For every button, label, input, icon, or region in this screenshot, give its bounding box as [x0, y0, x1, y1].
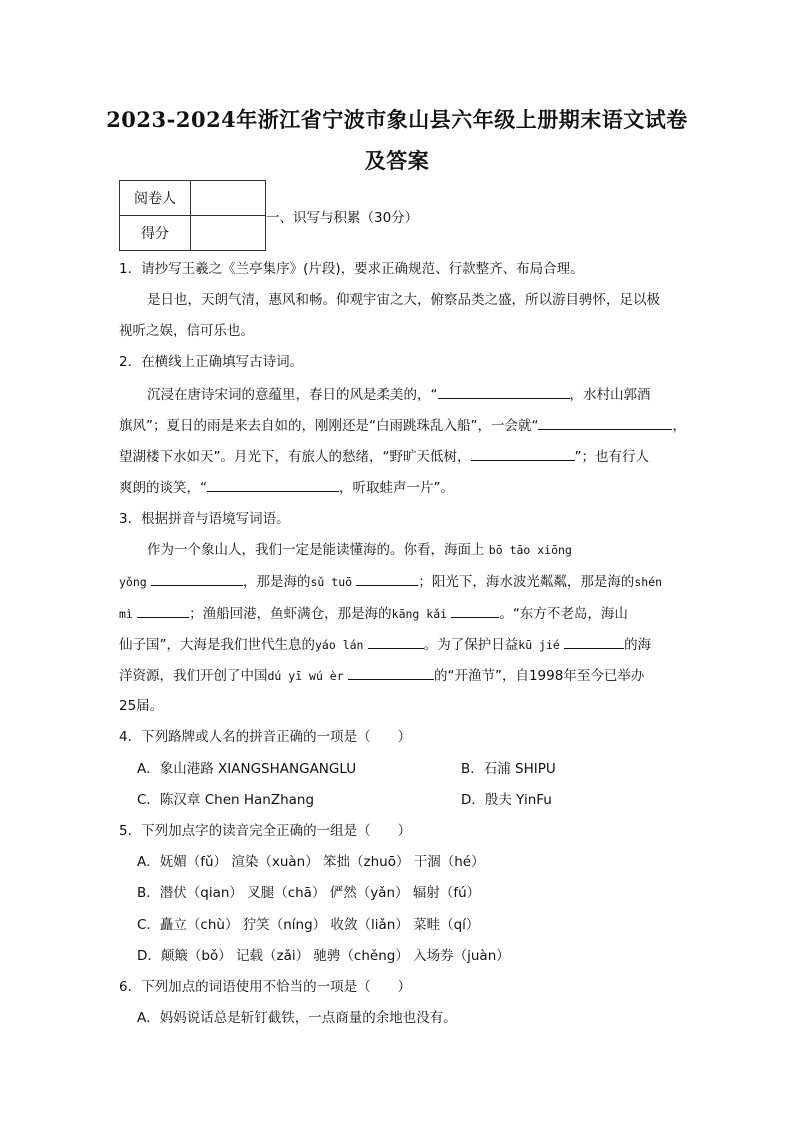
q2-text: ，水村山郭酒 [569, 387, 651, 403]
q1-passage-2: 视听之娱，信可乐也。 [119, 323, 254, 339]
q3-blank-2[interactable] [356, 571, 418, 586]
score-table [119, 180, 266, 251]
section-heading: 一、识写与积累（30分） [266, 210, 419, 226]
q3-blank-5[interactable] [368, 634, 424, 649]
pinyin: kāng kǎi [391, 607, 448, 621]
q2-text: 沉浸在唐诗宋词的意蕴里，春日的风是柔美的，“ [147, 387, 438, 403]
q5-stem: 5．下列加点字的读音完全正确的一组是（ ） [119, 823, 412, 839]
q3-text: ；渔船回港，鱼虾满仓，那是海的 [189, 606, 392, 622]
q3-text: 的“开渔节”，自1998年至今已举办 [433, 668, 645, 684]
q5-option-a[interactable]: A．妩媚（fǔ） 渲染（xuàn） 笨拙（zhuō） 干涸（hé） [137, 854, 485, 870]
q2-text: 望湖楼下水如天”。月光下，有旅人的愁绪，“野旷天低树， [119, 449, 471, 465]
q2-text: ， [672, 418, 686, 434]
q2-blank-2[interactable] [538, 415, 672, 430]
q1-stem: 1．请抄写王羲之《兰亭集序》(片段)，要求正确规范、行款整齐、布局合理。 [119, 261, 584, 277]
score-label: 得分 [120, 216, 191, 251]
q3-text: ，那是海的 [243, 574, 311, 590]
q5-option-b[interactable]: B．潜伏（qian） 叉腿（chā） 俨然（yǎn） 辐射（fú） [137, 885, 481, 901]
q3-text: 。“东方不老岛，海山 [499, 606, 628, 622]
q2-text: ”；也有行人 [574, 449, 649, 465]
q3-text: 洋资源，我们开创了中国 [119, 668, 268, 684]
q2-line-1 [147, 384, 679, 405]
q3-line-4 [119, 634, 679, 655]
q5-option-d[interactable]: D．颠簸（bǒ） 记载（zǎi） 驰骋（chěng） 入场券（juàn） [137, 948, 510, 964]
q3-line-3 [119, 603, 679, 624]
q3-line-6: 25届。 [119, 698, 164, 714]
q4-option-c[interactable]: C．陈汉章 Chen HanZhang [137, 792, 315, 808]
exam-title: 2023-2024年浙江省宁波市象山县六年级上册期末语文试卷 [106, 107, 688, 132]
q3-line-5 [119, 665, 679, 686]
q3-blank-3[interactable] [137, 603, 189, 618]
q2-blank-1[interactable] [438, 384, 570, 399]
q4-option-a[interactable]: A．象山港路 XIANGSHANGANGLU [137, 761, 357, 777]
exam-title-cont: 及答案 [364, 148, 430, 173]
q3-text: 作为一个象山人，我们一定是能读懂海的。你看，海面上 [147, 542, 485, 558]
reviewer-label: 阅卷人 [120, 181, 191, 216]
score-cell[interactable] [191, 216, 266, 251]
reviewer-cell[interactable] [191, 181, 266, 216]
q3-blank-7[interactable] [348, 665, 434, 680]
q6-stem: 6．下列加点的词语使用不恰当的一项是（ ） [119, 979, 412, 995]
pinyin: yáo lán [315, 638, 364, 652]
q3-line-1 [147, 540, 679, 560]
q3-blank-1[interactable] [151, 571, 243, 586]
q2-line-2 [119, 415, 686, 436]
pinyin: yǒng [119, 575, 147, 589]
q1-passage-1: 是日也，天朗气清，惠风和畅。仰观宇宙之大，俯察品类之盛，所以游目骋怀，足以极 [147, 292, 660, 308]
q4-stem: 4．下列路牌或人名的拼音正确的一项是（ ） [119, 729, 412, 745]
q3-stem: 3．根据拼音与语境写词语。 [119, 511, 290, 527]
pinyin: dú yī wú èr [267, 669, 344, 683]
q2-blank-4[interactable] [207, 477, 339, 492]
pinyin: mì [119, 607, 133, 621]
q3-text: ；阳光下，海水波光粼粼，那是海的 [418, 574, 635, 590]
q2-line-4 [119, 477, 679, 498]
q6-option-a[interactable]: A．妈妈说话总是斩钉截铁，一点商量的余地也没有。 [137, 1010, 457, 1026]
q3-blank-6[interactable] [564, 634, 624, 649]
q3-text: 的海 [624, 637, 652, 653]
q2-line-3 [119, 446, 679, 467]
q3-blank-4[interactable] [451, 603, 499, 618]
q2-text: ，听取蛙声一片”。 [339, 480, 454, 496]
q2-stem: 2．在横线上正确填写古诗词。 [119, 354, 304, 370]
q2-text: 爽朗的谈笑，“ [119, 480, 207, 496]
pinyin: shén [634, 575, 663, 589]
pinyin: bō tāo xiōng [488, 543, 572, 557]
q3-text: 。为了保护日益 [423, 637, 519, 653]
pinyin: sǔ tuō [310, 575, 353, 589]
q4-option-b[interactable]: B．石浦 SHIPU [461, 761, 556, 777]
q4-option-d[interactable]: D．殷夫 YinFu [461, 792, 552, 808]
pinyin: kū jié [518, 638, 560, 652]
q3-line-2 [119, 571, 679, 592]
q5-option-c[interactable]: C．矗立（chù） 狞笑（níng） 收敛（liǎn） 菜畦（qí） [137, 917, 480, 933]
q3-text: 仙子国”，大海是我们世代生息的 [119, 637, 315, 653]
q2-text: 旗风”；夏日的雨是来去自如的，刚刚还是“白雨跳珠乱入船”，一会就“ [119, 418, 539, 434]
q2-blank-3[interactable] [471, 446, 575, 461]
